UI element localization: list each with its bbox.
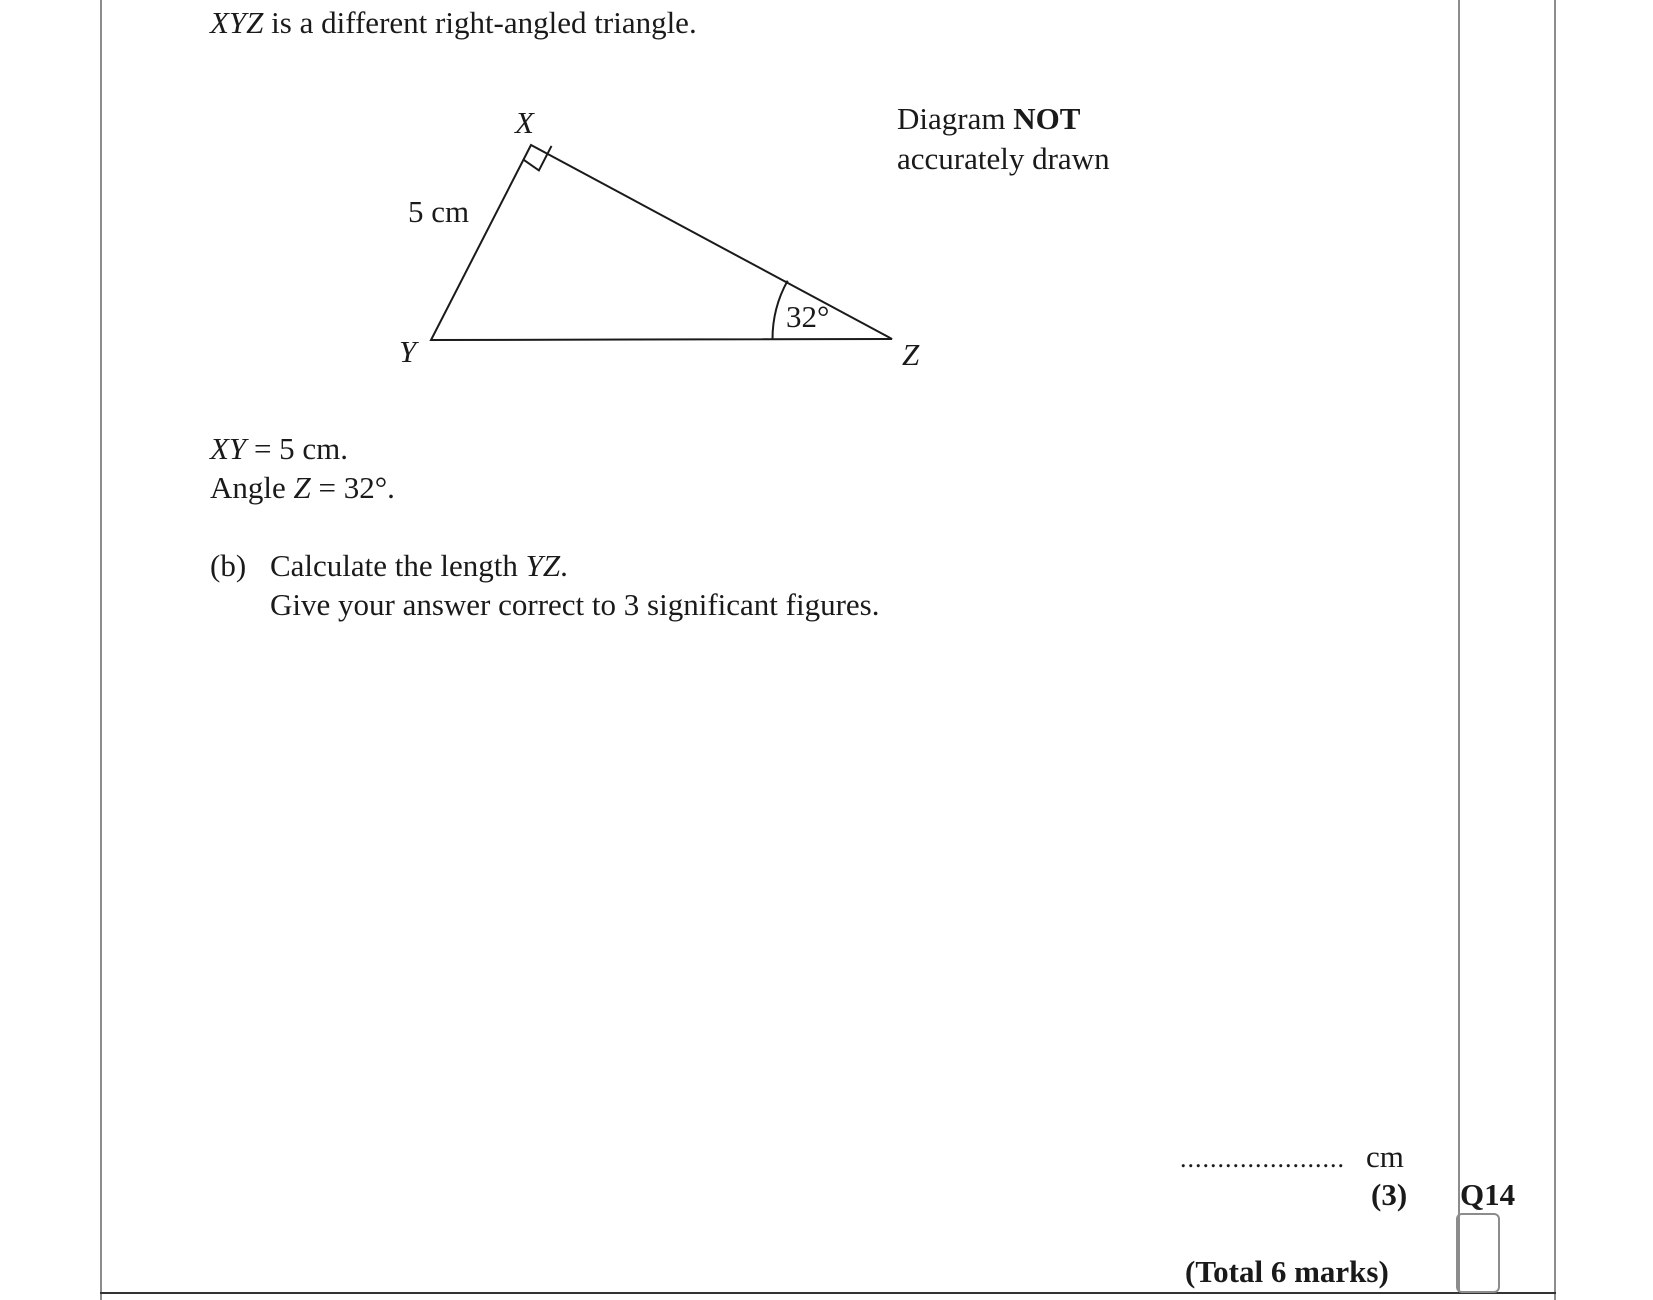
side-label-xy: 5 cm — [408, 194, 470, 229]
angle-label-z: 32° — [786, 299, 830, 334]
total-marks: (Total 6 marks) — [1185, 1254, 1389, 1289]
examiner-mark-box[interactable] — [1456, 1213, 1500, 1293]
outer-margin-line — [1554, 0, 1556, 1300]
given-line-angle — [210, 469, 395, 507]
given-rest-angle: = 32°. — [310, 470, 395, 505]
question-var-yz: YZ — [525, 548, 561, 583]
diagram-note-line2: accurately drawn — [897, 141, 1110, 176]
vertex-label-x: X — [515, 105, 534, 140]
answer-line[interactable]: ...................... — [1180, 1144, 1345, 1173]
intro-rest: is a different right-angled triangle. — [263, 5, 697, 40]
right-margin-line — [1458, 0, 1460, 1293]
question-part-label: (b) — [210, 548, 247, 583]
question-line2: Give your answer correct to 3 significant figures. — [270, 587, 880, 622]
marks-label: (3) — [1371, 1177, 1408, 1212]
left-margin-line — [100, 0, 102, 1300]
question-number: Q14 — [1460, 1177, 1516, 1212]
diagram-note-prefix: Diagram — [897, 101, 1014, 136]
given-prefix-angle: Angle — [210, 470, 294, 505]
vertex-label-z: Z — [902, 337, 920, 372]
question-line1-suffix: . — [560, 548, 568, 583]
given-rest-xy: = 5 cm. — [246, 431, 349, 466]
bottom-rule — [100, 1292, 1556, 1294]
diagram-note-not: NOT — [1013, 101, 1081, 136]
question-line1-prefix: Calculate the length — [270, 548, 526, 583]
given-var-z: Z — [293, 470, 311, 505]
answer-unit: cm — [1366, 1139, 1404, 1174]
vertex-label-y: Y — [399, 334, 417, 369]
triangle-name: XYZ — [210, 5, 264, 40]
intro-text — [210, 4, 697, 42]
question-line1 — [270, 547, 568, 585]
given-var-xy: XY — [210, 431, 247, 466]
given-line-xy — [210, 430, 348, 468]
triangle-diagram — [370, 95, 930, 375]
diagram-note-line1 — [897, 100, 1080, 138]
